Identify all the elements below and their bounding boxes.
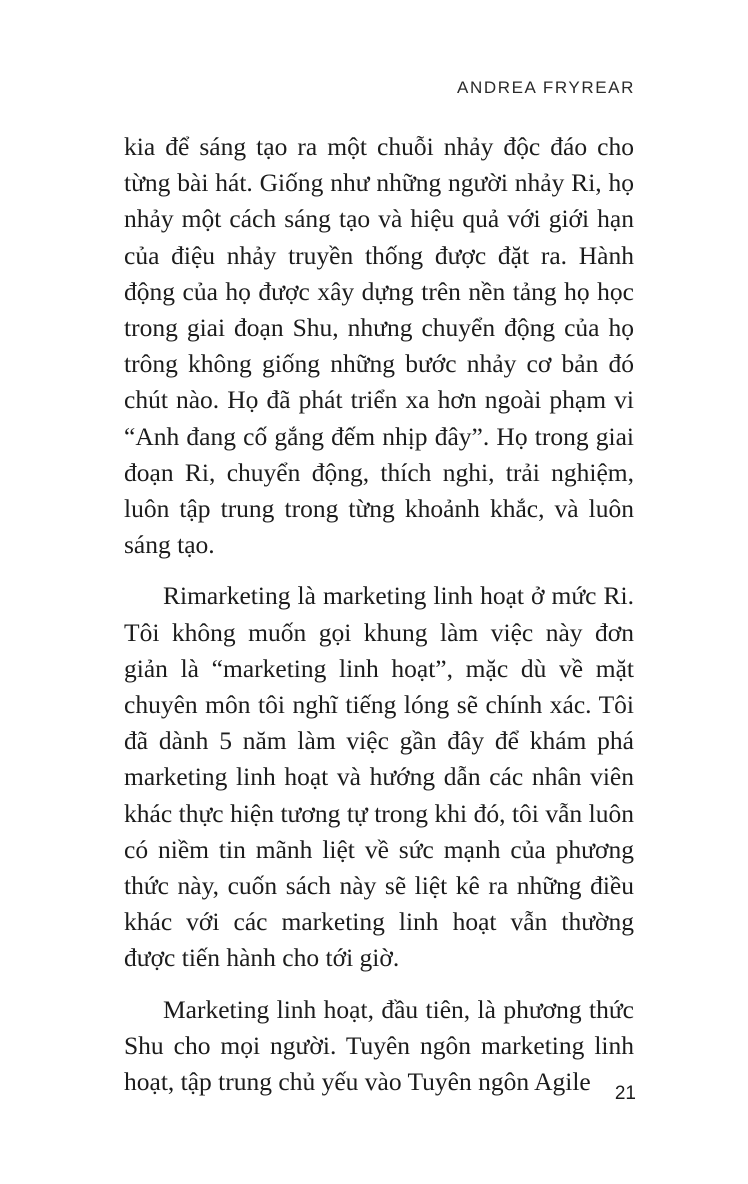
paragraph: Marketing linh hoạt, đầu tiên, là phương thức Shu cho mọi người. Tuyên ngôn marketing linh hoạt, tập trung chủ yếu vào Tuyên ngôn Agile — [124, 994, 634, 1097]
page-number: 21 — [614, 1083, 636, 1104]
paragraph: Rimarketing là marketing linh hoạt ở mức Ri. Tôi không muốn gọi khung làm việc này đơn giản là “marketing linh hoạt”, mặc dù về mặt chuyên môn tôi nghĩ tiếng lóng sẽ chính xác. Tôi đã dành 5 năm làm việc gần đây để khám phá marketing linh hoạt và hướng dẫn các nhân viên khác thực hiện tương tự trong khi đó, tôi vẫn luôn có niềm tin mãnh liệt về sức mạnh của phương thức này, cuốn sách này sẽ liệt kê ra những điều khác với các marketing linh hoạt vẫn thường được tiến hành cho tới giờ. — [124, 581, 634, 973]
running-head-author: ANDREA FRYREAR — [457, 78, 635, 97]
paragraph-continued: kia để sáng tạo ra một chuỗi nhảy độc đáo cho từng bài hát. Giống như những người nhảy Ri, họ nhảy một cách sáng tạo và hiệu quả với giới hạn của điệu nhảy truyền thống được đặt ra. Hành động của họ được xây dựng trên nền tảng họ học trong giai đoạn Shu, nhưng chuyển động của họ trông không giống những bước nhảy cơ bản đó chút nào. Họ đã phát triển xa hơn ngoài phạm vi “Anh đang cố gắng đếm nhịp đây”. Họ trong giai đoạn Ri, chuyển động, thích nghi, trải nghiệm, luôn tập trung trong từng khoảnh khắc, và luôn sáng tạo. — [124, 132, 634, 560]
body-text — [124, 129, 634, 1100]
